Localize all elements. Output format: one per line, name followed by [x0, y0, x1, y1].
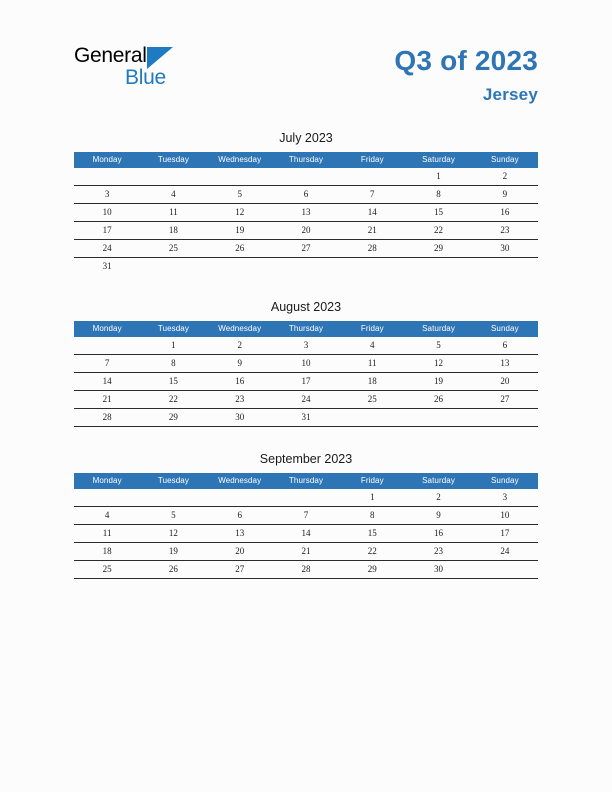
weekday-header-thursday: Thursday [273, 152, 339, 168]
day-cell[interactable]: 30 [207, 409, 273, 427]
week-row [74, 168, 538, 186]
day-cell[interactable]: 23 [207, 391, 273, 409]
weekday-header-row [74, 152, 538, 168]
day-cell-empty [339, 409, 405, 427]
day-cell[interactable]: 21 [74, 391, 140, 409]
weekday-header-monday: Monday [74, 152, 140, 168]
day-cell[interactable]: 5 [405, 337, 471, 355]
week-row [74, 507, 538, 525]
day-cell[interactable]: 4 [140, 186, 206, 204]
day-cell[interactable]: 9 [207, 355, 273, 373]
day-cell[interactable]: 20 [472, 373, 538, 391]
month-block [74, 451, 538, 579]
day-cell-empty [339, 258, 405, 276]
day-cell[interactable]: 25 [339, 391, 405, 409]
day-cell[interactable]: 14 [339, 204, 405, 222]
week-row [74, 409, 538, 427]
day-cell[interactable]: 3 [74, 186, 140, 204]
day-cell-empty [273, 258, 339, 276]
day-cell[interactable]: 2 [405, 489, 471, 507]
weekday-header-tuesday: Tuesday [140, 321, 206, 337]
weekday-header-row [74, 473, 538, 489]
week-row [74, 222, 538, 240]
day-cell[interactable]: 16 [472, 204, 538, 222]
day-cell[interactable]: 27 [472, 391, 538, 409]
week-row [74, 489, 538, 507]
day-cell[interactable]: 26 [405, 391, 471, 409]
page-title: Q3 of 2023 [394, 45, 538, 76]
day-cell[interactable]: 14 [74, 373, 140, 391]
day-cell[interactable]: 11 [140, 204, 206, 222]
weekday-header-friday: Friday [339, 321, 405, 337]
day-cell[interactable]: 15 [339, 525, 405, 543]
day-cell-empty [74, 337, 140, 355]
day-cell[interactable]: 9 [472, 186, 538, 204]
day-cell[interactable]: 17 [472, 525, 538, 543]
day-cell[interactable]: 10 [273, 355, 339, 373]
weekday-header-thursday: Thursday [273, 321, 339, 337]
day-cell[interactable]: 31 [273, 409, 339, 427]
day-cell[interactable]: 7 [74, 355, 140, 373]
day-cell-empty [472, 561, 538, 579]
day-cell[interactable]: 26 [207, 240, 273, 258]
day-cell[interactable]: 15 [140, 373, 206, 391]
day-cell[interactable]: 12 [405, 355, 471, 373]
day-cell[interactable]: 23 [405, 543, 471, 561]
day-cell[interactable]: 29 [405, 240, 471, 258]
day-cell[interactable]: 5 [140, 507, 206, 525]
day-cell[interactable]: 11 [339, 355, 405, 373]
day-cell[interactable]: 9 [405, 507, 471, 525]
weekday-header-sunday: Sunday [472, 473, 538, 489]
month-calendar-table [74, 321, 538, 427]
day-cell[interactable]: 13 [273, 204, 339, 222]
day-cell[interactable]: 12 [207, 204, 273, 222]
week-row [74, 186, 538, 204]
month-calendar-table [74, 473, 538, 579]
day-cell[interactable]: 25 [74, 561, 140, 579]
day-cell-empty [74, 489, 140, 507]
day-cell[interactable]: 19 [405, 373, 471, 391]
weekday-header-row [74, 321, 538, 337]
day-cell-empty [207, 489, 273, 507]
weekday-header-monday: Monday [74, 321, 140, 337]
day-cell[interactable]: 28 [273, 561, 339, 579]
day-cell[interactable]: 10 [74, 204, 140, 222]
day-cell[interactable]: 18 [74, 543, 140, 561]
day-cell[interactable]: 27 [207, 561, 273, 579]
weekday-header-sunday: Sunday [472, 152, 538, 168]
month-title: August 2023 [270, 300, 342, 314]
day-cell[interactable]: 11 [74, 525, 140, 543]
month-title: September 2023 [259, 452, 353, 466]
day-cell[interactable]: 28 [339, 240, 405, 258]
day-cell-empty [405, 409, 471, 427]
day-cell-empty [405, 258, 471, 276]
month-block [74, 299, 538, 427]
day-cell[interactable]: 8 [405, 186, 471, 204]
day-cell[interactable]: 5 [207, 186, 273, 204]
region-subtitle: Jersey [482, 85, 538, 104]
day-cell[interactable]: 17 [74, 222, 140, 240]
day-cell-empty [207, 168, 273, 186]
week-row [74, 525, 538, 543]
day-cell[interactable]: 3 [472, 489, 538, 507]
week-row [74, 258, 538, 276]
general-blue-logo [74, 44, 254, 88]
logo-text-general: General [74, 44, 147, 67]
day-cell[interactable]: 6 [472, 337, 538, 355]
day-cell[interactable]: 8 [339, 507, 405, 525]
day-cell[interactable]: 16 [405, 525, 471, 543]
day-cell[interactable]: 28 [74, 409, 140, 427]
day-cell[interactable]: 22 [339, 543, 405, 561]
day-cell-empty [74, 168, 140, 186]
day-cell[interactable]: 13 [472, 355, 538, 373]
weekday-header-friday: Friday [339, 152, 405, 168]
week-row [74, 240, 538, 258]
day-cell[interactable]: 1 [339, 489, 405, 507]
day-cell[interactable]: 8 [140, 355, 206, 373]
weekday-header-sunday: Sunday [472, 321, 538, 337]
day-cell[interactable]: 4 [339, 337, 405, 355]
day-cell[interactable]: 22 [405, 222, 471, 240]
logo-text-blue: Blue [125, 66, 166, 89]
day-cell[interactable]: 30 [405, 561, 471, 579]
day-cell[interactable]: 7 [273, 507, 339, 525]
day-cell[interactable]: 6 [273, 186, 339, 204]
week-row [74, 391, 538, 409]
weekday-header-wednesday: Wednesday [207, 152, 273, 168]
day-cell[interactable]: 1 [405, 168, 471, 186]
week-row [74, 204, 538, 222]
week-row [74, 337, 538, 355]
day-cell[interactable]: 23 [472, 222, 538, 240]
day-cell[interactable]: 29 [140, 409, 206, 427]
day-cell[interactable]: 17 [273, 373, 339, 391]
day-cell[interactable]: 29 [339, 561, 405, 579]
day-cell[interactable]: 20 [207, 543, 273, 561]
day-cell[interactable]: 18 [339, 373, 405, 391]
day-cell-empty [339, 168, 405, 186]
day-cell[interactable]: 15 [405, 204, 471, 222]
day-cell[interactable]: 31 [102, 261, 112, 271]
week-row [74, 543, 538, 561]
day-cell-empty [273, 489, 339, 507]
day-cell-empty [140, 258, 206, 276]
day-cell[interactable]: 18 [140, 222, 206, 240]
day-cell[interactable]: 1 [140, 337, 206, 355]
weekday-header-wednesday: Wednesday [207, 473, 273, 489]
month-calendar-table [74, 152, 538, 275]
day-cell-empty [140, 489, 206, 507]
day-cell[interactable]: 24 [472, 543, 538, 561]
day-cell-empty [472, 258, 538, 276]
day-cell[interactable]: 12 [140, 525, 206, 543]
day-cell[interactable]: 24 [74, 240, 140, 258]
weekday-header-friday: Friday [339, 473, 405, 489]
day-cell[interactable]: 21 [339, 222, 405, 240]
day-cell[interactable]: 2 [207, 337, 273, 355]
day-cell-empty [207, 258, 273, 276]
day-cell[interactable]: 13 [207, 525, 273, 543]
weekday-header-saturday: Saturday [405, 152, 471, 168]
calendar-months-container [0, 130, 612, 603]
weekday-header-thursday: Thursday [273, 473, 339, 489]
day-cell[interactable]: 6 [207, 507, 273, 525]
day-cell[interactable]: 21 [273, 543, 339, 561]
day-cell-empty [472, 409, 538, 427]
day-cell[interactable]: 24 [273, 391, 339, 409]
day-cell[interactable]: 25 [140, 240, 206, 258]
day-cell[interactable]: 16 [207, 373, 273, 391]
day-cell[interactable]: 30 [472, 240, 538, 258]
day-cell[interactable]: 19 [140, 543, 206, 561]
day-cell[interactable]: 14 [273, 525, 339, 543]
day-cell[interactable]: 19 [207, 222, 273, 240]
weekday-header-wednesday: Wednesday [207, 321, 273, 337]
day-cell-empty [273, 168, 339, 186]
weekday-header-tuesday: Tuesday [140, 152, 206, 168]
day-cell[interactable]: 3 [273, 337, 339, 355]
week-row [74, 373, 538, 391]
day-cell[interactable]: 2 [472, 168, 538, 186]
day-cell-empty [140, 168, 206, 186]
day-cell[interactable]: 20 [273, 222, 339, 240]
week-row [74, 561, 538, 579]
title-block [394, 44, 538, 106]
day-cell[interactable]: 7 [339, 186, 405, 204]
day-cell[interactable]: 10 [472, 507, 538, 525]
day-cell[interactable]: 4 [74, 507, 140, 525]
weekday-header-monday: Monday [74, 473, 140, 489]
day-cell[interactable]: 22 [140, 391, 206, 409]
day-cell[interactable]: 27 [273, 240, 339, 258]
weekday-header-tuesday: Tuesday [140, 473, 206, 489]
day-cell[interactable]: 26 [140, 561, 206, 579]
week-row [74, 355, 538, 373]
month-title: July 2023 [279, 131, 333, 145]
weekday-header-saturday: Saturday [405, 473, 471, 489]
month-block [74, 130, 538, 275]
weekday-header-saturday: Saturday [405, 321, 471, 337]
page-header [0, 0, 612, 130]
